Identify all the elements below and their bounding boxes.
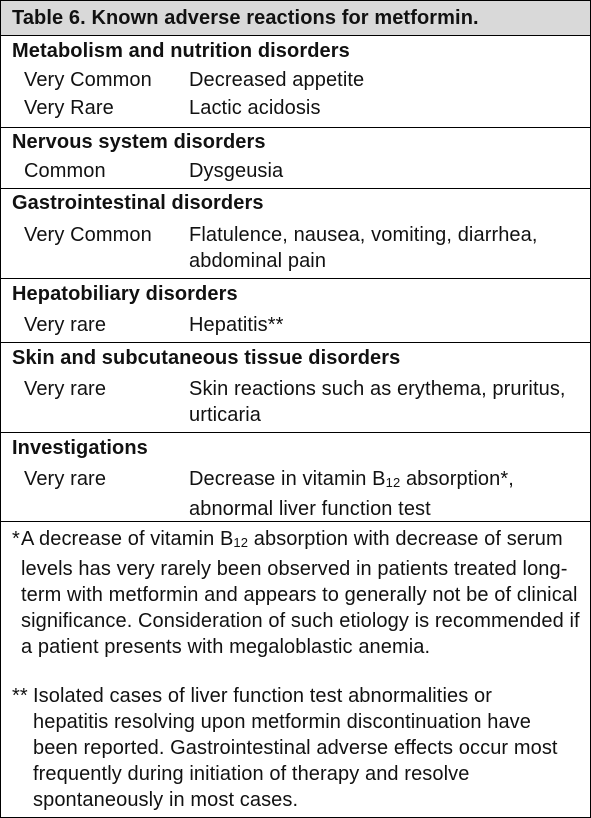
section-heading: Investigations (12, 437, 148, 459)
footnote-single-asterisk (12, 526, 582, 660)
section-heading: Nervous system disorders (12, 131, 266, 153)
footnote-mark: ** (12, 685, 28, 707)
frequency-label: Very rare (24, 314, 107, 336)
reaction-text: Decreased appetite (189, 69, 365, 91)
reaction-text-part: Decrease in vitamin B (189, 468, 386, 490)
section-heading: Gastrointestinal disorders (12, 192, 264, 214)
reaction-text: Skin reactions such as erythema, pruritus, urticaria (189, 378, 566, 426)
reaction-text (189, 466, 584, 522)
table-title: Table 6. Known adverse reactions for metformin. (1, 1, 590, 36)
reaction-text: Dysgeusia (189, 160, 284, 182)
frequency-label: Very rare (24, 378, 107, 400)
section-metabolism (1, 37, 590, 128)
section-skin (1, 343, 590, 433)
section-heading: Skin and subcutaneous tissue disorders (12, 347, 401, 369)
frequency-label: Very Rare (24, 97, 114, 119)
section-nervous-system (1, 128, 590, 189)
section-gastrointestinal (1, 189, 590, 279)
frequency-label: Very Common (24, 224, 152, 246)
frequency-label: Very rare (24, 468, 107, 490)
reaction-text: Lactic acidosis (189, 97, 321, 119)
reaction-text-part: absorption*, abnormal liver function test (189, 468, 514, 520)
section-heading: Hepatobiliary disorders (12, 283, 238, 305)
footnote-mark: * (12, 528, 20, 550)
section-hepatobiliary (1, 279, 590, 343)
frequency-label: Very Common (24, 69, 152, 91)
section-investigations (1, 433, 590, 522)
reaction-text: Flatulence, nausea, vomiting, diarrhea, abdominal pain (189, 224, 538, 272)
footnote-double-asterisk (12, 683, 572, 813)
subscript-12: 12 (385, 475, 401, 490)
footnote-text: Isolated cases of liver function test abnormalities or hepatitis resolving upon metformin discontinuation have been reported. Gastrointestinal adverse effects occur most frequently during initiation of therapy and resolve spontaneously in most cases. (33, 685, 558, 811)
section-heading: Metabolism and nutrition disorders (12, 40, 350, 62)
frequency-label: Common (24, 160, 106, 182)
subscript-12: 12 (233, 535, 249, 550)
reaction-text: Hepatitis** (189, 314, 284, 336)
footnote-text: A decrease of vitamin B12 absorption with decrease of serum levels has very rarely been observed in patients treated long-term with metformin and appears to generally not be of clinical significance. Consideration of such etiology is recommended if a patient presents with megaloblastic anemia. (21, 528, 580, 658)
